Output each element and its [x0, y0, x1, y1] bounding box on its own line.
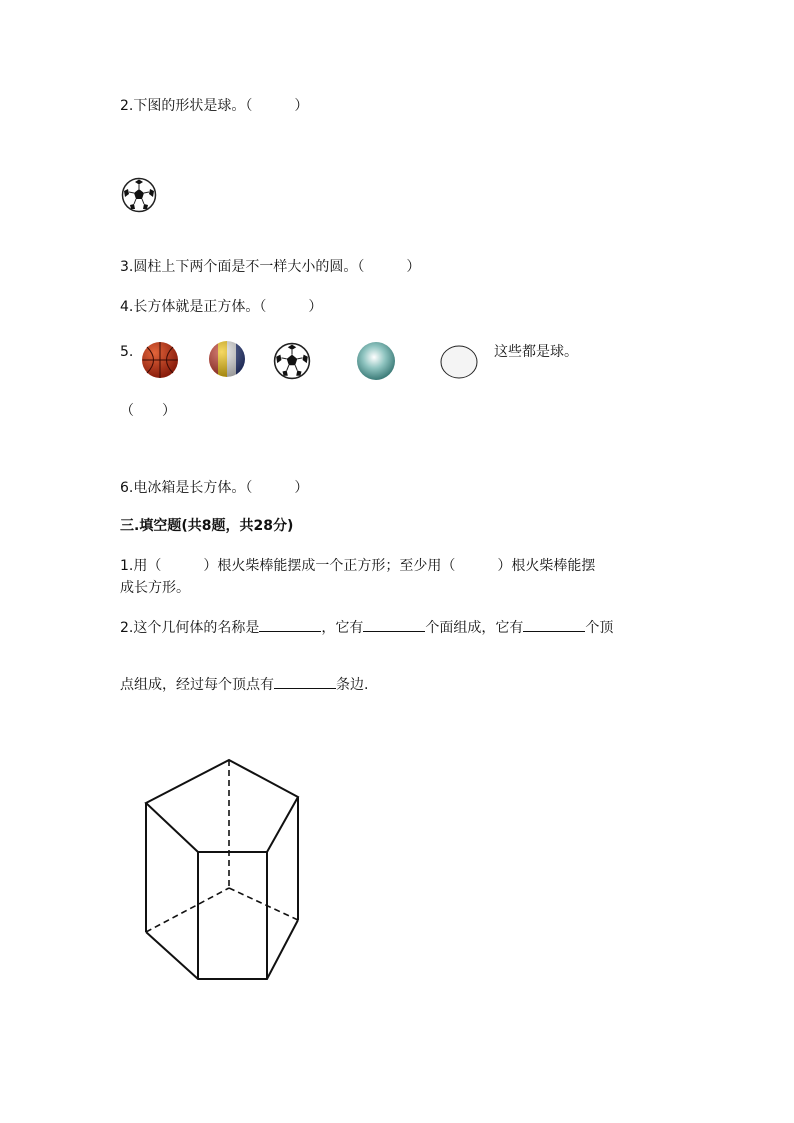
question-6-text: 6.电冰箱是长方体。（ ）	[120, 480, 309, 496]
fill-1-line-2: 成长方形。	[120, 580, 190, 596]
question-2-text: 2.下图的形状是球。（ ）	[120, 98, 309, 114]
question-5-number: 5.	[120, 344, 134, 360]
fill-2-seg-5: 点组成，经过每个顶点有	[120, 677, 274, 693]
section-3-title: 三.填空题(共8题，共28分)	[120, 518, 294, 534]
beach-ball-icon	[208, 340, 246, 378]
pentagonal-prism-diagram	[135, 750, 310, 990]
fill-2-line-1	[120, 617, 613, 638]
question-4-text: 4.长方体就是正方体。（ ）	[120, 299, 323, 315]
answer-blank-faces[interactable]	[363, 617, 425, 632]
fill-1-line-1: 1.用（ ）根火柴棒能摆成一个正方形；至少用（ ）根火柴棒能摆	[120, 558, 596, 574]
fill-2-seg-4: 个顶	[585, 620, 614, 636]
teal-sphere-icon	[356, 341, 396, 381]
basketball-icon	[141, 341, 179, 379]
soccer-ball-icon	[273, 342, 311, 380]
fill-2-seg-2: ，它有	[321, 620, 364, 636]
question-3-text: 3.圆柱上下两个面是不一样大小的圆。（ ）	[120, 259, 421, 275]
answer-blank-edges[interactable]	[274, 674, 336, 689]
answer-blank-name[interactable]	[259, 617, 321, 632]
fill-2-seg-3: 个面组成，它有	[425, 620, 524, 636]
question-5-answer: （ ）	[120, 403, 176, 419]
answer-blank-vertices[interactable]	[523, 617, 585, 632]
fill-2-seg-1: 2.这个几何体的名称是	[120, 620, 260, 636]
soccer-ball-icon	[121, 177, 157, 213]
fill-2-seg-6: 条边.	[336, 677, 369, 693]
ellipse-icon	[439, 344, 479, 380]
prism-top-face	[146, 760, 298, 852]
question-5-statement: 这些都是球。	[494, 344, 578, 360]
fill-2-line-2	[120, 674, 368, 695]
